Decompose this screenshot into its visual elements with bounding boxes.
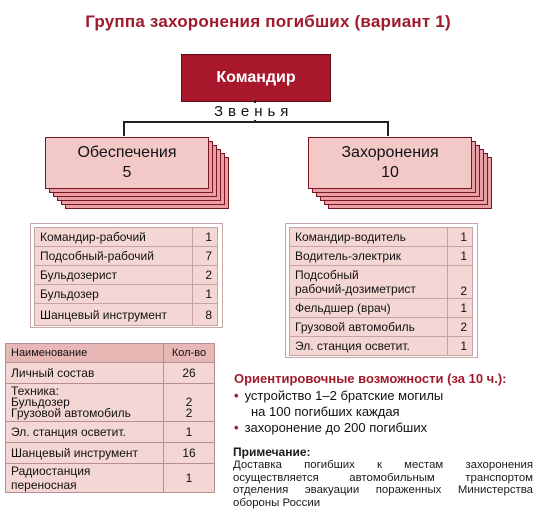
list-item bbox=[35, 266, 218, 285]
item-count: 1 bbox=[448, 228, 473, 247]
row-name-line: Грузовой автомобиль bbox=[11, 406, 131, 420]
item-label: Эл. станция осветит. bbox=[290, 337, 448, 356]
bullet-icon: • bbox=[234, 420, 239, 435]
unit-burial-box bbox=[308, 137, 472, 189]
item-label bbox=[290, 266, 448, 299]
row-name: Личный состав bbox=[6, 363, 164, 384]
item-count: 1 bbox=[193, 228, 218, 247]
capability-item bbox=[234, 420, 427, 436]
connector-left-drop bbox=[123, 121, 125, 136]
links-label: Звенья bbox=[211, 103, 296, 120]
header-name: Наименование bbox=[6, 344, 164, 363]
capability-item bbox=[234, 388, 443, 404]
page-title: Группа захоронения погибших (вариант 1) bbox=[85, 12, 451, 31]
row-name-line: Бульдозер bbox=[11, 395, 70, 409]
item-count: 7 bbox=[193, 247, 218, 266]
item-label: Грузовой автомобиль bbox=[290, 318, 448, 337]
list-item bbox=[290, 337, 473, 356]
unit-support-box bbox=[45, 137, 209, 189]
capability-line: на 100 погибших каждая bbox=[251, 404, 400, 419]
item-label: Шанцевый инструмент bbox=[35, 304, 193, 326]
row-qty: 16 bbox=[164, 443, 215, 464]
connector-right-drop bbox=[387, 121, 389, 136]
burial-list bbox=[289, 227, 473, 356]
item-count: 1 bbox=[448, 247, 473, 266]
unit-burial-count: 10 bbox=[381, 164, 399, 181]
item-count: 1 bbox=[448, 299, 473, 318]
unit-support-name: Обеспечения bbox=[77, 144, 177, 161]
row-name: Шанцевый инструмент bbox=[6, 443, 164, 464]
commander-label: Командир bbox=[216, 69, 296, 86]
row-qty: 26 bbox=[164, 363, 215, 384]
list-item bbox=[290, 266, 473, 299]
list-item bbox=[35, 285, 218, 304]
item-count: 2 bbox=[193, 266, 218, 285]
equipment-table bbox=[5, 343, 215, 493]
item-count: 2 bbox=[448, 318, 473, 337]
row-name-line: Техника: bbox=[11, 384, 59, 398]
capability-line: захоронение до 200 погибших bbox=[244, 420, 428, 435]
row-qty-line: 2 bbox=[185, 406, 193, 420]
item-label: Командир-рабочий bbox=[35, 228, 193, 247]
row-qty bbox=[164, 384, 215, 422]
table-row bbox=[6, 384, 215, 422]
item-label-line: рабочий-дозиметрист bbox=[295, 282, 416, 296]
row-name bbox=[6, 384, 164, 422]
list-item bbox=[290, 299, 473, 318]
item-count: 1 bbox=[193, 285, 218, 304]
list-item bbox=[35, 304, 218, 326]
note-heading: Примечание: bbox=[233, 445, 311, 459]
capability-line: устройство 1–2 братские могилы bbox=[244, 388, 444, 403]
item-count: 2 bbox=[448, 266, 473, 299]
unit-support-count: 5 bbox=[122, 164, 132, 181]
table-row bbox=[6, 363, 215, 384]
connector-horizontal bbox=[123, 121, 388, 123]
list-item bbox=[290, 228, 473, 247]
list-item bbox=[290, 247, 473, 266]
capabilities-title: Ориентировочные возможности (за 10 ч.): bbox=[234, 371, 507, 386]
table-header bbox=[6, 344, 215, 363]
row-qty-line: 2 bbox=[185, 395, 193, 409]
row-qty: 1 bbox=[164, 422, 215, 443]
bullet-icon: • bbox=[234, 388, 239, 403]
item-label: Бульдозер bbox=[35, 285, 193, 304]
list-item bbox=[35, 247, 218, 266]
unit-burial-name: Захоронения bbox=[341, 144, 439, 161]
item-label: Подсобный-рабочий bbox=[35, 247, 193, 266]
list-item bbox=[35, 228, 218, 247]
table-row bbox=[6, 464, 215, 493]
capability-item-continued bbox=[251, 404, 400, 420]
support-list bbox=[34, 227, 218, 326]
item-label: Водитель-электрик bbox=[290, 247, 448, 266]
item-count: 8 bbox=[193, 304, 218, 326]
item-label: Командир-водитель bbox=[290, 228, 448, 247]
row-qty: 1 bbox=[164, 464, 215, 493]
item-label: Бульдозерист bbox=[35, 266, 193, 285]
note-text: Доставка погибших к местам захоронения осуществляется автомобильным транспортом отделения эвакуации пораженных Министерства обороны России bbox=[233, 459, 533, 509]
item-count: 1 bbox=[448, 337, 473, 356]
list-item bbox=[290, 318, 473, 337]
commander-box bbox=[181, 54, 331, 102]
item-label: Фельдшер (врач) bbox=[290, 299, 448, 318]
row-name: Радиостанция переносная bbox=[6, 464, 164, 493]
header-qty: Кол-во bbox=[164, 344, 215, 363]
row-name: Эл. станция осветит. bbox=[6, 422, 164, 443]
table-row bbox=[6, 443, 215, 464]
table-row bbox=[6, 422, 215, 443]
item-label-line: Подсобный bbox=[295, 268, 359, 282]
